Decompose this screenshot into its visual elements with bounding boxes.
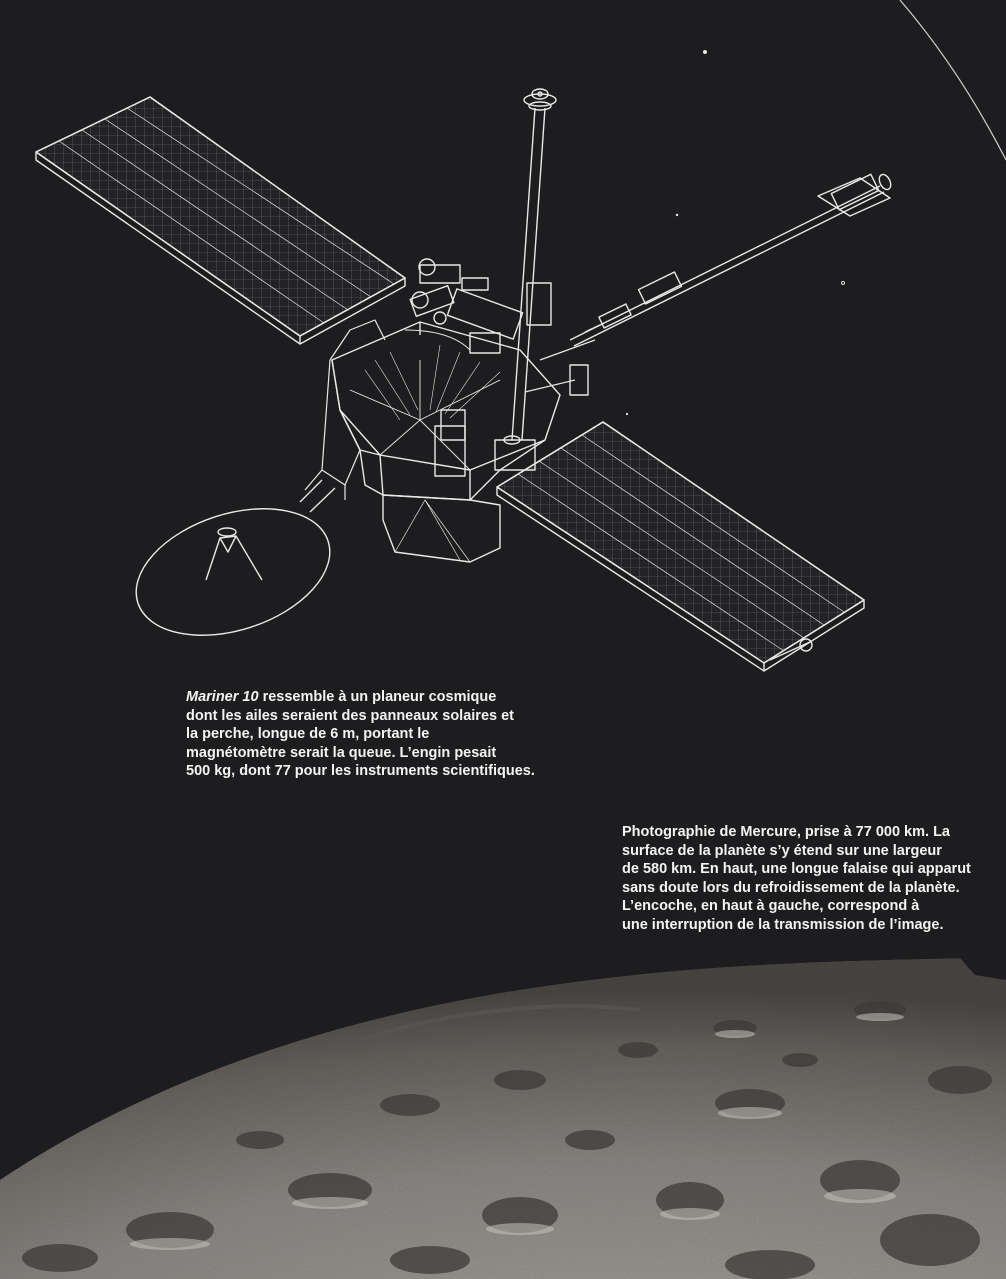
caption-line: de 580 km. En haut, une longue falaise qui apparut bbox=[622, 861, 971, 878]
mercury-photo bbox=[0, 958, 1006, 1279]
spacecraft-name: Mariner 10 bbox=[186, 689, 259, 705]
orbit-arc bbox=[900, 0, 1006, 160]
left-solar-panel bbox=[36, 80, 405, 344]
caption-line: une interruption de la transmission de l’image. bbox=[622, 916, 944, 933]
mariner-10-spacecraft bbox=[36, 80, 893, 671]
instrument-boom bbox=[570, 173, 893, 346]
caption-mariner-10 bbox=[186, 688, 535, 781]
caption-mercure-photo bbox=[622, 823, 971, 935]
caption-line: L’encoche, en haut à gauche, correspond à bbox=[622, 898, 920, 915]
caption-line: sans doute lors du refroidissement de la planète. bbox=[622, 879, 960, 896]
caption-line: la perche, longue de 6 m, portant le bbox=[186, 726, 430, 743]
caption-line: magnétomètre serait la queue. L’engin pesait bbox=[186, 744, 497, 761]
caption-line: Mariner 10 ressemble à un planeur cosmique bbox=[186, 689, 497, 705]
caption-line: Photographie de Mercure, prise à 77 000 km. La bbox=[622, 824, 950, 840]
stars bbox=[626, 50, 845, 415]
caption-line: dont les ailes seraient des panneaux solaires et bbox=[186, 707, 514, 724]
high-gain-antenna bbox=[120, 480, 346, 658]
caption-line: surface de la planète s’y étend sur une largeur bbox=[622, 842, 942, 859]
caption-line: 500 kg, dont 77 pour les instruments scientifiques. bbox=[186, 763, 535, 780]
right-solar-panel bbox=[497, 422, 864, 671]
